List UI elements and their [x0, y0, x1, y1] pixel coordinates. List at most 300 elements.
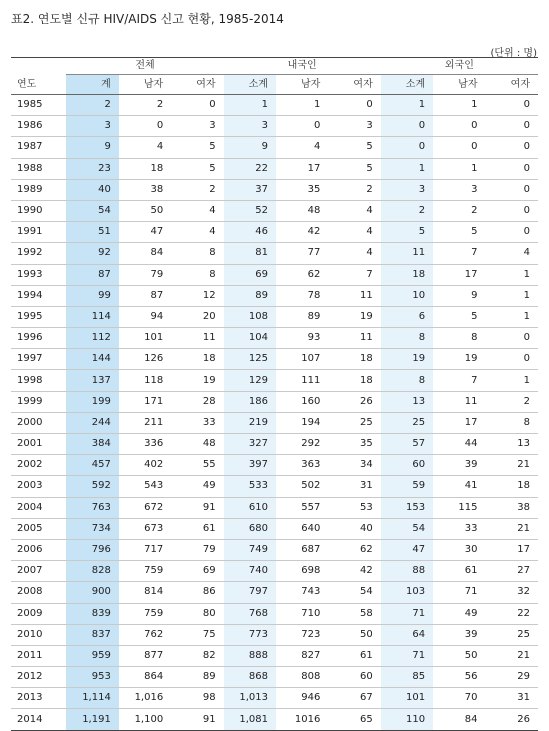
cell-total-male: 171 — [119, 391, 171, 412]
cell-foreign-female: 26 — [485, 709, 538, 730]
cell-foreign-male: 7 — [433, 370, 485, 391]
cell-domestic-female: 67 — [328, 688, 380, 709]
cell-domestic-male: 48 — [276, 200, 328, 221]
table-row — [11, 200, 538, 221]
cell-total-male: 87 — [119, 285, 171, 306]
cell-foreign-subtotal: 0 — [381, 137, 433, 158]
cell-foreign-male: 5 — [433, 222, 485, 243]
cell-domestic-subtotal: 22 — [224, 158, 276, 179]
cell-total-female: 48 — [171, 434, 223, 455]
cell-foreign-subtotal: 3 — [381, 179, 433, 200]
cell-domestic-female: 11 — [328, 285, 380, 306]
cell-total-sum: 796 — [66, 539, 118, 560]
cell-total-sum: 54 — [66, 200, 118, 221]
cell-total-female: 8 — [171, 264, 223, 285]
cell-year: 1985 — [11, 95, 66, 116]
table-row — [11, 264, 538, 285]
cell-domestic-subtotal: 1 — [224, 95, 276, 116]
cell-domestic-male: 502 — [276, 476, 328, 497]
cell-total-male: 1,016 — [119, 688, 171, 709]
cell-year: 1997 — [11, 349, 66, 370]
cell-foreign-female: 8 — [485, 412, 538, 433]
table-row — [11, 603, 538, 624]
cell-foreign-female: 0 — [485, 179, 538, 200]
cell-year: 2014 — [11, 709, 66, 730]
cell-total-male: 543 — [119, 476, 171, 497]
column-header-domestic-subtotal: 소계 — [224, 75, 276, 95]
cell-total-female: 12 — [171, 285, 223, 306]
cell-year: 1996 — [11, 328, 66, 349]
column-header-total-female: 여자 — [171, 75, 223, 95]
cell-domestic-female: 2 — [328, 179, 380, 200]
cell-foreign-subtotal: 71 — [381, 603, 433, 624]
cell-foreign-subtotal: 5 — [381, 222, 433, 243]
cell-foreign-female: 31 — [485, 688, 538, 709]
cell-foreign-subtotal: 71 — [381, 645, 433, 666]
cell-domestic-female: 19 — [328, 306, 380, 327]
cell-year: 1991 — [11, 222, 66, 243]
cell-total-sum: 137 — [66, 370, 118, 391]
cell-domestic-subtotal: 52 — [224, 200, 276, 221]
cell-domestic-subtotal: 129 — [224, 370, 276, 391]
cell-foreign-male: 39 — [433, 455, 485, 476]
cell-domestic-subtotal: 397 — [224, 455, 276, 476]
cell-domestic-female: 3 — [328, 116, 380, 137]
table-row — [11, 645, 538, 666]
table-row — [11, 349, 538, 370]
cell-total-female: 49 — [171, 476, 223, 497]
cell-domestic-male: 89 — [276, 306, 328, 327]
cell-domestic-male: 723 — [276, 624, 328, 645]
cell-year: 2009 — [11, 603, 66, 624]
cell-domestic-subtotal: 125 — [224, 349, 276, 370]
cell-foreign-male: 33 — [433, 518, 485, 539]
cell-domestic-female: 18 — [328, 370, 380, 391]
cell-domestic-male: 808 — [276, 667, 328, 688]
cell-domestic-subtotal: 680 — [224, 518, 276, 539]
cell-total-sum: 592 — [66, 476, 118, 497]
cell-domestic-male: 35 — [276, 179, 328, 200]
cell-domestic-male: 4 — [276, 137, 328, 158]
group-header-foreign: 외국인 — [381, 58, 538, 75]
cell-total-male: 94 — [119, 306, 171, 327]
cell-domestic-female: 26 — [328, 391, 380, 412]
cell-total-male: 672 — [119, 497, 171, 518]
cell-domestic-female: 11 — [328, 328, 380, 349]
cell-domestic-female: 4 — [328, 200, 380, 221]
cell-domestic-male: 160 — [276, 391, 328, 412]
cell-year: 2012 — [11, 667, 66, 688]
cell-foreign-female: 0 — [485, 328, 538, 349]
cell-total-male: 673 — [119, 518, 171, 539]
cell-year: 1990 — [11, 200, 66, 221]
cell-domestic-subtotal: 9 — [224, 137, 276, 158]
cell-foreign-male: 3 — [433, 179, 485, 200]
cell-domestic-subtotal: 219 — [224, 412, 276, 433]
cell-total-female: 3 — [171, 116, 223, 137]
cell-foreign-subtotal: 59 — [381, 476, 433, 497]
cell-total-male: 1,100 — [119, 709, 171, 730]
page-title: 표2. 연도별 신규 HIV/AIDS 신고 현황, 1985-2014 — [11, 12, 284, 26]
cell-foreign-male: 50 — [433, 645, 485, 666]
table-row — [11, 434, 538, 455]
cell-foreign-male: 2 — [433, 200, 485, 221]
cell-foreign-female: 29 — [485, 667, 538, 688]
cell-total-female: 8 — [171, 243, 223, 264]
cell-total-male: 0 — [119, 116, 171, 137]
cell-foreign-male: 17 — [433, 264, 485, 285]
cell-domestic-female: 4 — [328, 243, 380, 264]
cell-foreign-subtotal: 101 — [381, 688, 433, 709]
cell-domestic-subtotal: 768 — [224, 603, 276, 624]
cell-foreign-male: 70 — [433, 688, 485, 709]
cell-total-sum: 40 — [66, 179, 118, 200]
table-row — [11, 688, 538, 709]
cell-total-female: 0 — [171, 95, 223, 116]
cell-year: 2003 — [11, 476, 66, 497]
cell-total-male: 759 — [119, 561, 171, 582]
cell-total-sum: 734 — [66, 518, 118, 539]
cell-foreign-subtotal: 6 — [381, 306, 433, 327]
cell-domestic-male: 1 — [276, 95, 328, 116]
cell-year: 1986 — [11, 116, 66, 137]
cell-domestic-male: 1016 — [276, 709, 328, 730]
cell-domestic-subtotal: 327 — [224, 434, 276, 455]
cell-total-sum: 900 — [66, 582, 118, 603]
cell-domestic-male: 78 — [276, 285, 328, 306]
cell-year: 1994 — [11, 285, 66, 306]
cell-domestic-female: 50 — [328, 624, 380, 645]
cell-domestic-male: 687 — [276, 539, 328, 560]
cell-total-sum: 837 — [66, 624, 118, 645]
cell-domestic-subtotal: 186 — [224, 391, 276, 412]
column-header-foreign-male: 남자 — [433, 75, 485, 95]
cell-domestic-male: 17 — [276, 158, 328, 179]
cell-foreign-subtotal: 1 — [381, 95, 433, 116]
cell-foreign-male: 44 — [433, 434, 485, 455]
cell-foreign-subtotal: 88 — [381, 561, 433, 582]
cell-year: 2004 — [11, 497, 66, 518]
table-row — [11, 497, 538, 518]
cell-year: 1998 — [11, 370, 66, 391]
table-row — [11, 518, 538, 539]
cell-total-female: 18 — [171, 349, 223, 370]
hiv-aids-report-table — [11, 57, 538, 731]
cell-total-male: 336 — [119, 434, 171, 455]
cell-foreign-subtotal: 18 — [381, 264, 433, 285]
cell-domestic-male: 42 — [276, 222, 328, 243]
cell-total-male: 762 — [119, 624, 171, 645]
cell-domestic-male: 62 — [276, 264, 328, 285]
cell-domestic-subtotal: 89 — [224, 285, 276, 306]
table-row — [11, 222, 538, 243]
cell-total-sum: 2 — [66, 95, 118, 116]
unit-label: (단위 : 명) — [490, 48, 537, 59]
table-row — [11, 179, 538, 200]
table-row — [11, 243, 538, 264]
cell-total-male: 402 — [119, 455, 171, 476]
cell-domestic-male: 698 — [276, 561, 328, 582]
cell-domestic-subtotal: 46 — [224, 222, 276, 243]
table-row — [11, 455, 538, 476]
cell-foreign-subtotal: 25 — [381, 412, 433, 433]
cell-total-female: 86 — [171, 582, 223, 603]
cell-foreign-female: 0 — [485, 222, 538, 243]
cell-foreign-male: 71 — [433, 582, 485, 603]
cell-domestic-subtotal: 888 — [224, 645, 276, 666]
cell-domestic-male: 557 — [276, 497, 328, 518]
cell-foreign-female: 13 — [485, 434, 538, 455]
cell-foreign-male: 0 — [433, 116, 485, 137]
cell-domestic-female: 54 — [328, 582, 380, 603]
cell-foreign-subtotal: 153 — [381, 497, 433, 518]
cell-domestic-female: 58 — [328, 603, 380, 624]
cell-domestic-male: 111 — [276, 370, 328, 391]
cell-foreign-subtotal: 8 — [381, 328, 433, 349]
table-row — [11, 709, 538, 730]
cell-total-male: 2 — [119, 95, 171, 116]
cell-foreign-subtotal: 8 — [381, 370, 433, 391]
table-row — [11, 328, 538, 349]
cell-domestic-female: 53 — [328, 497, 380, 518]
column-header-total-male: 남자 — [119, 75, 171, 95]
cell-foreign-subtotal: 60 — [381, 455, 433, 476]
group-header-domestic: 내국인 — [224, 58, 381, 75]
cell-year: 2006 — [11, 539, 66, 560]
cell-domestic-subtotal: 533 — [224, 476, 276, 497]
cell-foreign-female: 1 — [485, 264, 538, 285]
cell-year: 2008 — [11, 582, 66, 603]
table-row — [11, 539, 538, 560]
cell-foreign-male: 41 — [433, 476, 485, 497]
cell-total-male: 79 — [119, 264, 171, 285]
cell-foreign-subtotal: 85 — [381, 667, 433, 688]
cell-domestic-subtotal: 1,013 — [224, 688, 276, 709]
cell-total-sum: 3 — [66, 116, 118, 137]
cell-foreign-female: 0 — [485, 116, 538, 137]
cell-total-male: 717 — [119, 539, 171, 560]
cell-foreign-male: 0 — [433, 137, 485, 158]
cell-foreign-female: 0 — [485, 158, 538, 179]
cell-total-female: 80 — [171, 603, 223, 624]
cell-foreign-female: 2 — [485, 391, 538, 412]
cell-total-female: 2 — [171, 179, 223, 200]
cell-foreign-subtotal: 1 — [381, 158, 433, 179]
cell-total-male: 47 — [119, 222, 171, 243]
cell-foreign-male: 1 — [433, 158, 485, 179]
cell-foreign-female: 21 — [485, 455, 538, 476]
cell-total-female: 11 — [171, 328, 223, 349]
cell-year: 1993 — [11, 264, 66, 285]
table-row — [11, 412, 538, 433]
table-row — [11, 667, 538, 688]
cell-total-female: 75 — [171, 624, 223, 645]
cell-foreign-subtotal: 19 — [381, 349, 433, 370]
cell-total-female: 79 — [171, 539, 223, 560]
cell-total-male: 864 — [119, 667, 171, 688]
cell-total-male: 84 — [119, 243, 171, 264]
cell-total-male: 38 — [119, 179, 171, 200]
cell-domestic-subtotal: 69 — [224, 264, 276, 285]
cell-foreign-male: 115 — [433, 497, 485, 518]
cell-foreign-male: 49 — [433, 603, 485, 624]
cell-total-male: 4 — [119, 137, 171, 158]
cell-total-female: 4 — [171, 200, 223, 221]
cell-year: 1988 — [11, 158, 66, 179]
cell-domestic-subtotal: 868 — [224, 667, 276, 688]
cell-total-sum: 763 — [66, 497, 118, 518]
cell-foreign-male: 5 — [433, 306, 485, 327]
cell-domestic-male: 363 — [276, 455, 328, 476]
cell-foreign-subtotal: 57 — [381, 434, 433, 455]
cell-foreign-male: 7 — [433, 243, 485, 264]
cell-domestic-subtotal: 108 — [224, 306, 276, 327]
cell-year: 2013 — [11, 688, 66, 709]
cell-domestic-male: 827 — [276, 645, 328, 666]
cell-domestic-subtotal: 37 — [224, 179, 276, 200]
cell-total-female: 89 — [171, 667, 223, 688]
cell-total-female: 91 — [171, 709, 223, 730]
cell-domestic-male: 743 — [276, 582, 328, 603]
column-header-total-sum: 계 — [66, 75, 118, 95]
cell-domestic-male: 640 — [276, 518, 328, 539]
cell-year: 2000 — [11, 412, 66, 433]
cell-total-female: 55 — [171, 455, 223, 476]
cell-domestic-female: 0 — [328, 95, 380, 116]
cell-domestic-subtotal: 797 — [224, 582, 276, 603]
cell-total-sum: 92 — [66, 243, 118, 264]
cell-foreign-male: 56 — [433, 667, 485, 688]
cell-foreign-female: 0 — [485, 137, 538, 158]
cell-total-female: 28 — [171, 391, 223, 412]
cell-domestic-subtotal: 3 — [224, 116, 276, 137]
cell-foreign-subtotal: 2 — [381, 200, 433, 221]
cell-total-male: 814 — [119, 582, 171, 603]
cell-total-sum: 384 — [66, 434, 118, 455]
cell-total-male: 759 — [119, 603, 171, 624]
cell-total-female: 82 — [171, 645, 223, 666]
cell-total-male: 877 — [119, 645, 171, 666]
cell-total-sum: 9 — [66, 137, 118, 158]
cell-total-female: 91 — [171, 497, 223, 518]
table-row — [11, 137, 538, 158]
cell-foreign-subtotal: 10 — [381, 285, 433, 306]
table-row — [11, 158, 538, 179]
cell-total-female: 4 — [171, 222, 223, 243]
cell-foreign-female: 18 — [485, 476, 538, 497]
cell-foreign-female: 22 — [485, 603, 538, 624]
cell-foreign-male: 11 — [433, 391, 485, 412]
cell-year: 2002 — [11, 455, 66, 476]
cell-domestic-female: 65 — [328, 709, 380, 730]
cell-domestic-female: 4 — [328, 222, 380, 243]
cell-total-sum: 828 — [66, 561, 118, 582]
cell-foreign-subtotal: 103 — [381, 582, 433, 603]
cell-total-sum: 23 — [66, 158, 118, 179]
cell-total-female: 5 — [171, 137, 223, 158]
cell-foreign-female: 1 — [485, 370, 538, 391]
table-row — [11, 582, 538, 603]
cell-total-sum: 953 — [66, 667, 118, 688]
cell-foreign-female: 0 — [485, 95, 538, 116]
cell-domestic-female: 31 — [328, 476, 380, 497]
cell-foreign-female: 0 — [485, 200, 538, 221]
cell-year: 1995 — [11, 306, 66, 327]
table-row — [11, 306, 538, 327]
cell-foreign-male: 17 — [433, 412, 485, 433]
table-body — [11, 95, 538, 731]
cell-domestic-male: 946 — [276, 688, 328, 709]
group-header-total: 전체 — [66, 58, 223, 75]
cell-foreign-male: 61 — [433, 561, 485, 582]
cell-domestic-female: 5 — [328, 158, 380, 179]
cell-domestic-subtotal: 81 — [224, 243, 276, 264]
cell-total-female: 61 — [171, 518, 223, 539]
cell-foreign-female: 0 — [485, 349, 538, 370]
cell-total-male: 101 — [119, 328, 171, 349]
cell-domestic-subtotal: 104 — [224, 328, 276, 349]
cell-year: 1992 — [11, 243, 66, 264]
column-header-domestic-female: 여자 — [328, 75, 380, 95]
cell-domestic-male: 107 — [276, 349, 328, 370]
cell-total-female: 33 — [171, 412, 223, 433]
cell-foreign-subtotal: 47 — [381, 539, 433, 560]
cell-foreign-subtotal: 64 — [381, 624, 433, 645]
cell-total-sum: 51 — [66, 222, 118, 243]
cell-domestic-female: 25 — [328, 412, 380, 433]
cell-foreign-subtotal: 11 — [381, 243, 433, 264]
cell-total-sum: 959 — [66, 645, 118, 666]
cell-foreign-female: 21 — [485, 645, 538, 666]
cell-total-male: 126 — [119, 349, 171, 370]
cell-domestic-subtotal: 749 — [224, 539, 276, 560]
cell-foreign-female: 21 — [485, 518, 538, 539]
column-header-domestic-male: 남자 — [276, 75, 328, 95]
table-row — [11, 95, 538, 116]
cell-total-sum: 99 — [66, 285, 118, 306]
cell-domestic-male: 77 — [276, 243, 328, 264]
cell-total-sum: 1,114 — [66, 688, 118, 709]
column-header-foreign-subtotal: 소계 — [381, 75, 433, 95]
cell-foreign-subtotal: 54 — [381, 518, 433, 539]
cell-foreign-female: 1 — [485, 306, 538, 327]
cell-domestic-male: 0 — [276, 116, 328, 137]
cell-domestic-female: 18 — [328, 349, 380, 370]
table-row — [11, 370, 538, 391]
column-header-foreign-female: 여자 — [485, 75, 538, 95]
cell-year: 2010 — [11, 624, 66, 645]
cell-domestic-male: 710 — [276, 603, 328, 624]
cell-domestic-subtotal: 773 — [224, 624, 276, 645]
cell-foreign-female: 32 — [485, 582, 538, 603]
cell-domestic-subtotal: 740 — [224, 561, 276, 582]
cell-domestic-female: 35 — [328, 434, 380, 455]
cell-domestic-male: 93 — [276, 328, 328, 349]
cell-domestic-female: 34 — [328, 455, 380, 476]
cell-total-male: 118 — [119, 370, 171, 391]
table-row — [11, 476, 538, 497]
column-header-year: 연도 — [11, 75, 66, 95]
cell-domestic-subtotal: 610 — [224, 497, 276, 518]
cell-year: 2005 — [11, 518, 66, 539]
cell-total-female: 69 — [171, 561, 223, 582]
cell-foreign-female: 4 — [485, 243, 538, 264]
cell-foreign-subtotal: 13 — [381, 391, 433, 412]
cell-foreign-male: 84 — [433, 709, 485, 730]
cell-foreign-male: 1 — [433, 95, 485, 116]
cell-domestic-male: 292 — [276, 434, 328, 455]
cell-total-female: 98 — [171, 688, 223, 709]
